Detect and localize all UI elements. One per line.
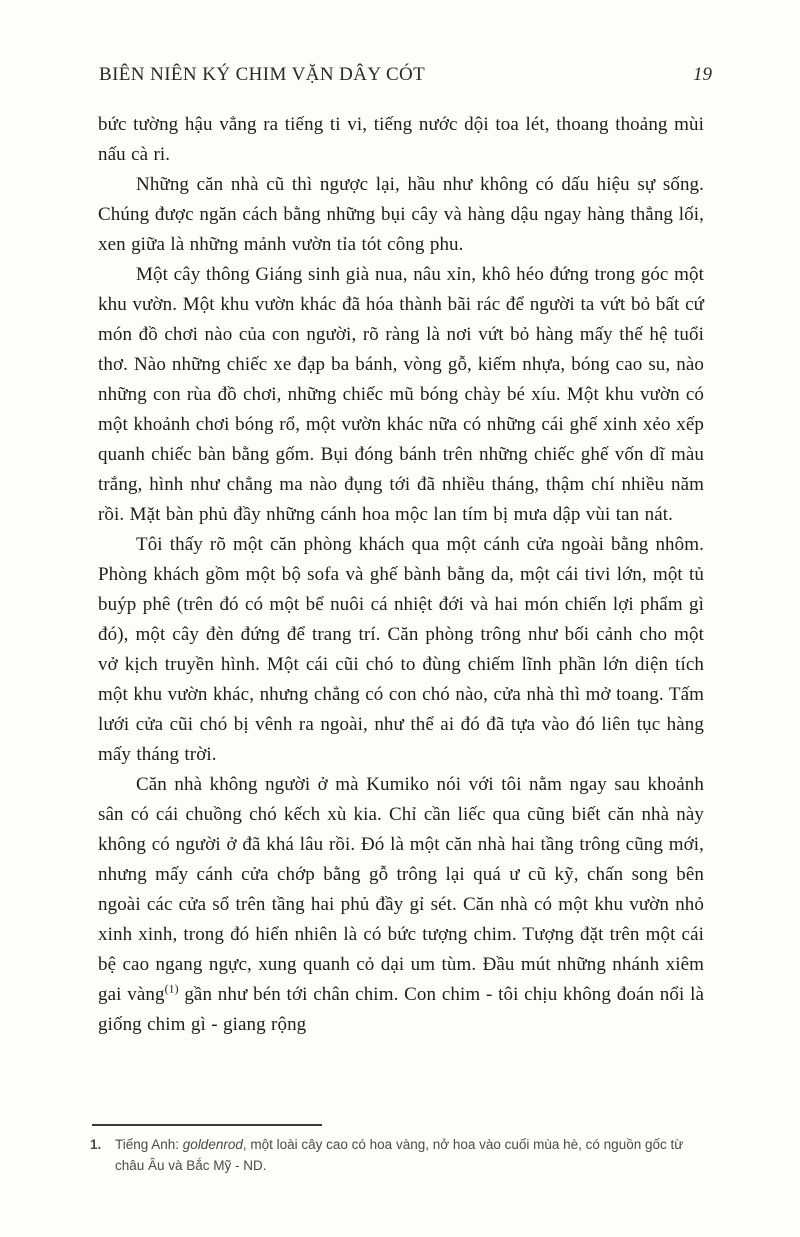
- paragraph-1: bức tường hậu vẳng ra tiếng ti vi, tiếng nước dội toa lét, thoang thoảng mùi nấu cà ri.: [98, 114, 704, 165]
- paragraph-5-text-pre: Căn nhà không người ở mà Kumiko nói với tôi nằm ngay sau khoảnh sân có cái chuồng chó kếch xù kia. Chỉ cần liếc qua cũng biết căn nhà này không có người ở đã khá lâu rồi. Đó là một căn nhà hai tầng trông cũng mới, nhưng mấy cánh cửa chớp bằng gỗ trông lại quá ư cũ kỹ, chấn song bên ngoài các cửa sổ trên tầng hai phủ đầy gỉ sét. Căn nhà có một khu vườn nhỏ xinh xinh, trong đó hiển nhiên là có bức tượng chim. Tượng đặt trên một cái bệ cao ngang ngực, xung quanh cỏ dại um tùm. Đầu mút những nhánh xiêm gai vàng: [98, 774, 704, 1005]
- footnote-lead: Tiếng Anh:: [115, 1137, 183, 1152]
- running-header: [99, 64, 712, 86]
- paragraph-5: [98, 770, 704, 1040]
- footnote-divider: [92, 1124, 322, 1126]
- page-number: 19: [693, 64, 712, 85]
- footnote-reference: (1): [164, 982, 179, 996]
- footnote-term: goldenrod: [182, 1137, 243, 1152]
- paragraph-3: Một cây thông Giáng sinh già nua, nâu xỉn, khô héo đứng trong góc một khu vườn. Một khu vườn khác đã hóa thành bãi rác để người ta vứt bỏ bất cứ món đồ chơi nào của con người, rõ ràng là nơi vứt bỏ hàng mấy thế hệ tuổi thơ. Nào những chiếc xe đạp ba bánh, vòng gỗ, kiếm nhựa, bóng cao su, nào những con rùa đồ chơi, những chiếc mũ bóng chày bé xíu. Một khu vườn có một khoảnh chơi bóng rổ, một vườn khác nữa có những cái ghế xinh xẻo xếp quanh chiếc bàn bằng gốm. Bụi đóng bánh trên những chiếc ghế vốn dĩ màu trắng, hình như chẳng ma nào đụng tới đã nhiều tháng, thậm chí nhiều năm rồi. Mặt bàn phủ đầy những cánh hoa mộc lan tím bị mưa dập vùi tan nát.: [98, 264, 704, 525]
- footnote-marker: 1.: [90, 1137, 102, 1152]
- paragraph-2: Những căn nhà cũ thì ngược lại, hầu như không có dấu hiệu sự sống. Chúng được ngăn cách bằng những bụi cây và hàng dậu ngay hàng thẳng lối, xen giữa là những mảnh vườn tỉa tót công phu.: [98, 174, 704, 255]
- paragraph-5-text-post: gần như bén tới chân chim. Con chim - tôi chịu không đoán nổi là giống chim gì - giang rộng: [98, 984, 704, 1035]
- paragraph-4: Tôi thấy rõ một căn phòng khách qua một cánh cửa ngoài bằng nhôm. Phòng khách gồm một bộ sofa và ghế bành bằng da, một cái tivi lớn, một tủ buýp phê (trên đó có một bể nuôi cá nhiệt đới và hai món chiến lợi phẩm gì đó), một cây đèn đứng để trang trí. Căn phòng trông như bối cảnh cho một vở kịch truyền hình. Một cái cũi chó to đùng chiếm lĩnh phần lớn diện tích một khu vườn khác, nhưng chẳng có con chó nào, cửa nhà thì mở toang. Tấm lưới cửa cũi chó bị vênh ra ngoài, như thể ai đó đã tựa vào đó liên tục hàng mấy tháng trời.: [98, 534, 704, 765]
- footnote: [90, 1134, 710, 1176]
- footnote-rest: , một loài cây cao có hoa vàng, nở hoa vào cuối mùa hè, có nguồn gốc từ châu Âu và Bắc Mỹ - ND.: [115, 1137, 684, 1173]
- running-head-title: BIÊN NIÊN KÝ CHIM VẶN DÂY CÓT: [99, 64, 426, 85]
- footnote-area: [90, 1124, 710, 1176]
- footnote-text: [115, 1134, 710, 1176]
- body-text: [98, 110, 704, 1040]
